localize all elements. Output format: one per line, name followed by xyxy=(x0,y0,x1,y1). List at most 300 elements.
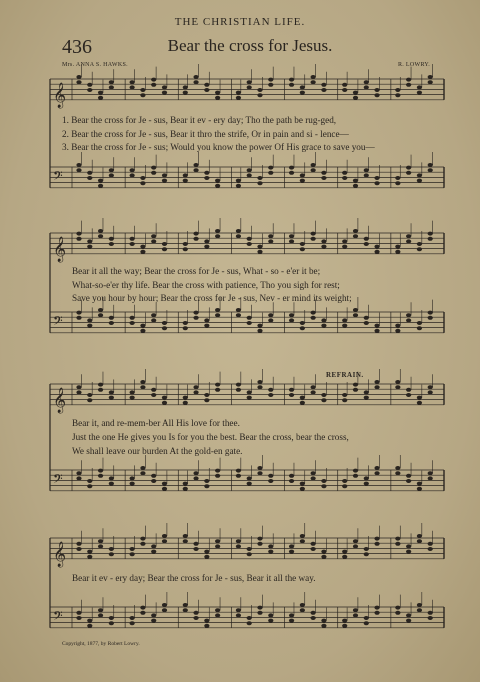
note-head xyxy=(140,324,145,328)
note-head xyxy=(321,88,326,92)
note-head xyxy=(289,388,294,392)
note-head xyxy=(98,179,103,183)
note-head xyxy=(193,237,198,241)
hymn-title: Bear the cross for Jesus. xyxy=(167,36,333,55)
note-head xyxy=(374,471,379,475)
note-head xyxy=(162,179,167,183)
note-head xyxy=(428,316,433,320)
note-head xyxy=(215,179,220,183)
note-head xyxy=(76,611,81,615)
note-head xyxy=(87,176,92,180)
note-head xyxy=(236,539,241,543)
note-head xyxy=(406,313,411,317)
note-head xyxy=(109,552,114,556)
note-head xyxy=(247,80,252,84)
note-head xyxy=(183,91,188,95)
note-head xyxy=(140,537,145,541)
note-head xyxy=(395,88,400,92)
note-head xyxy=(374,466,379,470)
note-head xyxy=(406,550,411,554)
note-head xyxy=(193,232,198,236)
note-head xyxy=(311,75,316,79)
note-head xyxy=(162,482,167,486)
note-head xyxy=(183,487,188,491)
note-head xyxy=(321,83,326,87)
note-head xyxy=(353,234,358,238)
note-head xyxy=(76,168,81,172)
note-head xyxy=(428,168,433,172)
note-head xyxy=(109,242,114,246)
note-head xyxy=(289,619,294,623)
note-head xyxy=(162,247,167,251)
note-head xyxy=(247,396,252,400)
note-head xyxy=(183,247,188,251)
note-head xyxy=(140,611,145,615)
note-head xyxy=(162,326,167,330)
note-head xyxy=(321,176,326,180)
note-head xyxy=(428,471,433,475)
note-head xyxy=(353,313,358,317)
note-head xyxy=(98,91,103,95)
note-head xyxy=(268,166,273,170)
note-head xyxy=(215,613,220,617)
note-head xyxy=(268,234,273,238)
note-head xyxy=(236,388,241,392)
note-head xyxy=(151,474,156,478)
note-head xyxy=(289,234,294,238)
note-head xyxy=(300,242,305,246)
note-head xyxy=(183,321,188,325)
note-head xyxy=(311,542,316,546)
note-head xyxy=(193,390,198,394)
note-head xyxy=(395,324,400,328)
note-head xyxy=(98,613,103,617)
note-head xyxy=(311,476,316,480)
note-head xyxy=(236,544,241,548)
note-head xyxy=(130,476,135,480)
note-head xyxy=(193,80,198,84)
note-head xyxy=(204,555,209,559)
note-head xyxy=(193,311,198,315)
note-head xyxy=(130,173,135,177)
note-head xyxy=(87,83,92,87)
note-head xyxy=(109,237,114,241)
note-head xyxy=(140,93,145,97)
note-head xyxy=(268,171,273,175)
note-head xyxy=(87,88,92,92)
note-head xyxy=(342,171,347,175)
note-head xyxy=(140,250,145,254)
note-head xyxy=(151,544,156,548)
note-head xyxy=(257,466,262,470)
note-head xyxy=(204,176,209,180)
note-head xyxy=(247,390,252,394)
note-head xyxy=(140,385,145,389)
note-head xyxy=(364,476,369,480)
note-head xyxy=(193,476,198,480)
note-head xyxy=(417,326,422,330)
note-head xyxy=(130,80,135,84)
note-head xyxy=(311,237,316,241)
note-head xyxy=(98,96,103,100)
note-head xyxy=(215,608,220,612)
note-head xyxy=(151,239,156,243)
note-head xyxy=(321,479,326,483)
note-head xyxy=(395,329,400,333)
note-head xyxy=(109,173,114,177)
note-head xyxy=(193,616,198,620)
note-head xyxy=(289,318,294,322)
note-head xyxy=(321,398,326,402)
note-head xyxy=(183,242,188,246)
note-head xyxy=(140,606,145,610)
note-head xyxy=(183,85,188,89)
note-head xyxy=(151,318,156,322)
note-head xyxy=(204,484,209,488)
note-head xyxy=(364,616,369,620)
note-head xyxy=(342,245,347,249)
note-head xyxy=(87,239,92,243)
note-head xyxy=(342,619,347,623)
note-head xyxy=(215,469,220,473)
note-head xyxy=(98,539,103,543)
section-title: THE CHRISTIAN LIFE. xyxy=(174,16,306,28)
note-head xyxy=(76,311,81,315)
note-head xyxy=(162,534,167,538)
note-head xyxy=(364,173,369,177)
note-head xyxy=(364,396,369,400)
note-head xyxy=(406,318,411,322)
note-head xyxy=(364,552,369,556)
note-head xyxy=(268,318,273,322)
note-head xyxy=(109,396,114,400)
note-head xyxy=(130,321,135,325)
note-head xyxy=(300,321,305,325)
note-head xyxy=(98,308,103,312)
note-head xyxy=(428,616,433,620)
note-head xyxy=(395,471,400,475)
note-head xyxy=(406,619,411,623)
note-head xyxy=(374,329,379,333)
note-head xyxy=(257,329,262,333)
note-head xyxy=(417,321,422,325)
note-head xyxy=(247,616,252,620)
note-head xyxy=(87,245,92,249)
note-head xyxy=(342,318,347,322)
treble-clef-icon: 𝄞 xyxy=(53,387,67,413)
note-head xyxy=(193,471,198,475)
note-head xyxy=(395,385,400,389)
note-head xyxy=(364,168,369,172)
note-head xyxy=(321,324,326,328)
note-head xyxy=(87,619,92,623)
note-head xyxy=(406,474,411,478)
note-head xyxy=(374,385,379,389)
note-head xyxy=(289,474,294,478)
note-head xyxy=(289,613,294,617)
note-head xyxy=(268,544,273,548)
note-head xyxy=(428,390,433,394)
note-head xyxy=(183,603,188,607)
note-head xyxy=(364,547,369,551)
note-head xyxy=(257,380,262,384)
note-head xyxy=(257,537,262,541)
note-head xyxy=(406,613,411,617)
note-head xyxy=(289,550,294,554)
note-head xyxy=(428,611,433,615)
note-head xyxy=(76,316,81,320)
note-head xyxy=(247,316,252,320)
note-head xyxy=(236,184,241,188)
note-head xyxy=(247,242,252,246)
note-head xyxy=(353,179,358,183)
note-head xyxy=(204,398,209,402)
lyric-line: We shall leave our burden At the gold-en gate. xyxy=(72,446,243,456)
note-head xyxy=(428,75,433,79)
note-head xyxy=(236,474,241,478)
note-head xyxy=(109,547,114,551)
note-head xyxy=(417,179,422,183)
note-head xyxy=(162,401,167,405)
note-head xyxy=(140,471,145,475)
note-head xyxy=(395,542,400,546)
note-head xyxy=(300,247,305,251)
note-head xyxy=(300,326,305,330)
note-head xyxy=(257,176,262,180)
note-head xyxy=(98,544,103,548)
note-head xyxy=(428,547,433,551)
note-head xyxy=(364,80,369,84)
note-head xyxy=(151,388,156,392)
note-head xyxy=(98,234,103,238)
note-head xyxy=(109,85,114,89)
note-head xyxy=(300,179,305,183)
note-head xyxy=(236,308,241,312)
note-head xyxy=(321,484,326,488)
note-head xyxy=(268,239,273,243)
note-head xyxy=(374,93,379,97)
note-head xyxy=(193,611,198,615)
note-head xyxy=(395,380,400,384)
note-head xyxy=(162,321,167,325)
note-head xyxy=(98,229,103,233)
note-head xyxy=(257,181,262,185)
note-head xyxy=(87,624,92,628)
note-head xyxy=(364,321,369,325)
note-head xyxy=(300,173,305,177)
note-head xyxy=(151,171,156,175)
note-head xyxy=(311,163,316,167)
note-head xyxy=(183,173,188,177)
note-head xyxy=(215,383,220,387)
note-head xyxy=(406,544,411,548)
note-head xyxy=(289,479,294,483)
note-head xyxy=(151,234,156,238)
note-head xyxy=(428,232,433,236)
note-head xyxy=(321,624,326,628)
note-head xyxy=(342,88,347,92)
note-head xyxy=(130,316,135,320)
note-head xyxy=(247,173,252,177)
note-head xyxy=(321,318,326,322)
note-head xyxy=(130,552,135,556)
note-head xyxy=(311,232,316,236)
note-head xyxy=(87,171,92,175)
note-head xyxy=(353,469,358,473)
note-head xyxy=(364,85,369,89)
note-head xyxy=(289,171,294,175)
note-head xyxy=(140,466,145,470)
note-head xyxy=(300,482,305,486)
note-head xyxy=(98,388,103,392)
note-head xyxy=(321,619,326,623)
note-head xyxy=(130,396,135,400)
note-head xyxy=(151,613,156,617)
note-head xyxy=(130,168,135,172)
note-head xyxy=(183,401,188,405)
note-head xyxy=(98,469,103,473)
note-head xyxy=(236,383,241,387)
note-head xyxy=(162,608,167,612)
note-head xyxy=(395,250,400,254)
note-head xyxy=(140,329,145,333)
words-credit: Mrs. ANNA S. HAWKS. xyxy=(62,62,128,68)
note-head xyxy=(374,542,379,546)
note-head xyxy=(257,471,262,475)
note-head xyxy=(311,390,316,394)
note-head xyxy=(193,542,198,546)
note-head xyxy=(353,184,358,188)
note-head xyxy=(353,608,358,612)
note-head xyxy=(417,482,422,486)
note-head xyxy=(130,482,135,486)
note-head xyxy=(268,78,273,82)
note-head xyxy=(215,313,220,317)
note-head xyxy=(183,326,188,330)
note-head xyxy=(162,242,167,246)
note-head xyxy=(151,83,156,87)
note-head xyxy=(374,380,379,384)
note-head xyxy=(215,96,220,100)
note-head xyxy=(215,229,220,233)
note-head xyxy=(374,606,379,610)
note-head xyxy=(417,91,422,95)
note-head xyxy=(130,85,135,89)
note-head xyxy=(76,390,81,394)
note-head xyxy=(300,487,305,491)
note-head xyxy=(109,168,114,172)
note-head xyxy=(374,88,379,92)
note-head xyxy=(342,624,347,628)
note-head xyxy=(162,487,167,491)
note-head xyxy=(417,242,422,246)
note-head xyxy=(162,603,167,607)
note-head xyxy=(215,308,220,312)
note-head xyxy=(236,91,241,95)
note-head xyxy=(151,550,156,554)
note-head xyxy=(364,237,369,241)
note-head xyxy=(374,611,379,615)
note-head xyxy=(130,547,135,551)
lyric-line: 1. Bear the cross for Je - sus, Bear it ev - ery day; Tho the path be rug-ged, xyxy=(62,115,337,125)
note-head xyxy=(417,603,422,607)
note-head xyxy=(151,166,156,170)
note-head xyxy=(87,550,92,554)
note-head xyxy=(193,316,198,320)
note-head xyxy=(76,476,81,480)
note-head xyxy=(76,163,81,167)
note-head xyxy=(98,608,103,612)
note-head xyxy=(321,171,326,175)
note-head xyxy=(364,390,369,394)
lyric-line: Bear it, and re-mem-ber All His love for thee. xyxy=(72,418,240,428)
lyric-line: What-so-e'er thy life. Bear the cross with patience, Tho you sigh for rest; xyxy=(72,280,340,290)
note-head xyxy=(364,316,369,320)
bass-clef-icon: 𝄢 xyxy=(53,471,63,490)
note-head xyxy=(406,171,411,175)
note-head xyxy=(428,311,433,315)
note-head xyxy=(374,250,379,254)
note-head xyxy=(268,474,273,478)
note-head xyxy=(109,316,114,320)
note-head xyxy=(268,313,273,317)
note-head xyxy=(428,237,433,241)
note-head xyxy=(247,476,252,480)
note-head xyxy=(406,239,411,243)
note-head xyxy=(300,401,305,405)
bass-clef-icon: 𝄢 xyxy=(53,313,63,332)
note-head xyxy=(395,93,400,97)
note-head xyxy=(193,168,198,172)
note-head xyxy=(321,555,326,559)
note-head xyxy=(183,482,188,486)
note-head xyxy=(268,393,273,397)
note-head xyxy=(300,608,305,612)
copyright-notice: Copyright, 1877, by Robert Lowry. xyxy=(62,641,140,647)
note-head xyxy=(300,85,305,89)
note-head xyxy=(311,316,316,320)
note-head xyxy=(321,245,326,249)
note-head xyxy=(215,544,220,548)
note-head xyxy=(151,619,156,623)
note-head xyxy=(268,388,273,392)
note-head xyxy=(76,75,81,79)
note-head xyxy=(98,474,103,478)
bass-clef-icon: 𝄢 xyxy=(53,608,63,627)
note-head xyxy=(417,396,422,400)
note-head xyxy=(321,550,326,554)
treble-clef-icon: 𝄞 xyxy=(53,82,67,108)
note-head xyxy=(247,237,252,241)
note-head xyxy=(130,390,135,394)
note-head xyxy=(193,163,198,167)
note-head xyxy=(87,398,92,402)
note-head xyxy=(87,318,92,322)
note-head xyxy=(87,555,92,559)
note-head xyxy=(76,542,81,546)
note-head xyxy=(215,91,220,95)
note-head xyxy=(204,624,209,628)
note-head xyxy=(428,163,433,167)
note-head xyxy=(247,547,252,551)
note-head xyxy=(204,88,209,92)
note-head xyxy=(395,611,400,615)
note-head xyxy=(109,616,114,620)
note-head xyxy=(76,237,81,241)
note-head xyxy=(87,393,92,397)
note-head xyxy=(300,539,305,543)
note-head xyxy=(342,176,347,180)
